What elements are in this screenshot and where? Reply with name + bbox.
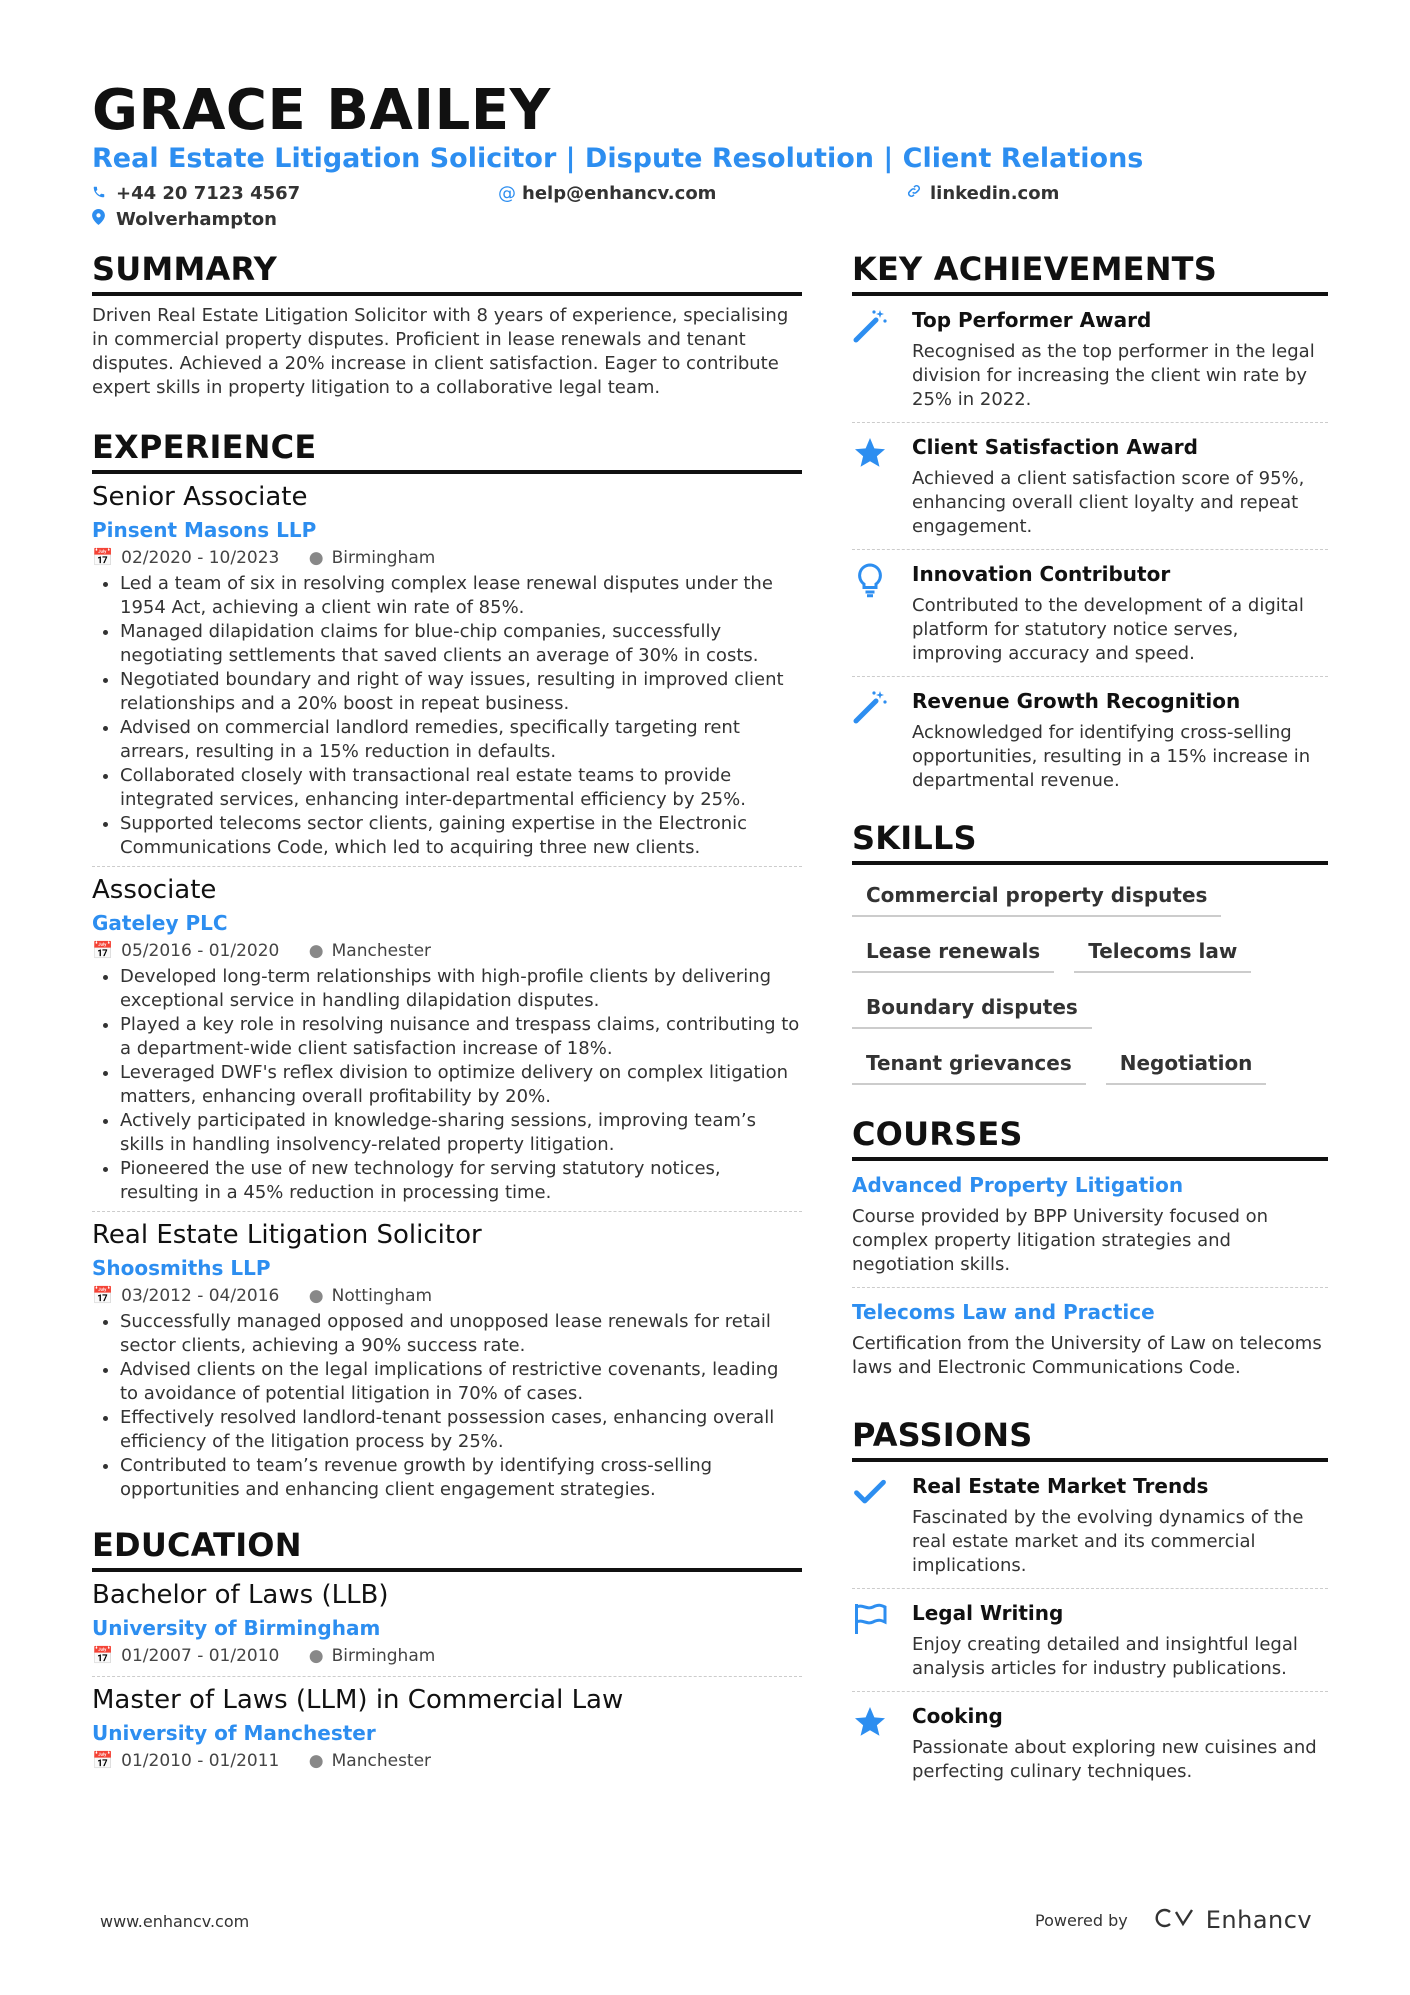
at-sign-icon: @ — [498, 183, 516, 204]
skill-tag: Lease renewals — [852, 935, 1054, 973]
course-desc: Course provided by BPP University focused on complex property litigation strategies and negotiation skills. — [852, 1206, 1269, 1275]
right-column — [852, 250, 1328, 1794]
education-heading: EDUCATION — [92, 1526, 802, 1572]
job-meta — [92, 548, 802, 568]
location-pin-icon: ● — [308, 941, 324, 961]
edu-meta — [92, 1646, 802, 1666]
experience-entry — [92, 482, 802, 867]
powered-by-text: Powered by — [1035, 1910, 1128, 1930]
education-section — [92, 1526, 802, 1781]
bullet-item: • Pioneered the use of new technology for serving statutory notices, resulting in a 45% reduction in processing time. — [120, 1157, 802, 1205]
calendar-icon: 📅 — [92, 548, 114, 568]
bullet-item: • Advised clients on the legal implications of restrictive covenants, leading to avoidance of potential litigation in 70% of cases. — [120, 1358, 802, 1406]
bullet-item: • Supported telecoms sector clients, gaining expertise in the Electronic Communications Code, which led to acquiring three new clients. — [120, 812, 802, 860]
job-role: Associate — [92, 875, 217, 905]
location-pin-icon: ● — [308, 1286, 324, 1306]
passion-title: Legal Writing — [912, 1601, 1064, 1625]
achievements-section — [852, 250, 1328, 803]
education-entry — [92, 1580, 802, 1677]
job-dates: 03/2012 - 04/2016 — [121, 1286, 280, 1306]
experience-heading: EXPERIENCE — [92, 428, 802, 474]
passions-section — [852, 1416, 1328, 1794]
summary-heading: SUMMARY — [92, 250, 802, 296]
star-icon — [852, 1704, 912, 1784]
job-company: Shoosmiths LLP — [92, 1256, 271, 1280]
bullet-item: • Contributed to team’s revenue growth by identifying cross-selling opportunities and enhancing client engagement strategies. — [120, 1454, 802, 1502]
skills-list — [852, 879, 1328, 1103]
edu-school: University of Manchester — [92, 1721, 376, 1745]
passion-title: Cooking — [912, 1704, 1003, 1728]
bullet-item: • Managed dilapidation claims for blue-chip companies, successfully negotiating settlements that saved clients an average of 30% in costs. — [120, 620, 802, 668]
phone-icon — [92, 183, 110, 204]
job-role: Senior Associate — [92, 482, 308, 512]
course-item — [852, 1288, 1328, 1390]
achievements-heading: KEY ACHIEVEMENTS — [852, 250, 1328, 296]
edu-degree: Bachelor of Laws (LLB) — [92, 1580, 389, 1610]
contact-email[interactable] — [498, 183, 716, 204]
courses-section — [852, 1115, 1328, 1390]
course-desc: Certification from the University of Law on telecoms laws and Electronic Communications Code. — [852, 1333, 1322, 1378]
left-column — [92, 250, 802, 1789]
contact-location — [92, 209, 277, 230]
edu-location: Manchester — [331, 1751, 432, 1771]
course-title: Advanced Property Litigation — [852, 1173, 1184, 1197]
lightbulb-icon — [852, 562, 912, 666]
passion-item — [852, 1692, 1328, 1794]
achievement-title: Client Satisfaction Award — [912, 435, 1198, 459]
magic-wand-icon — [852, 308, 912, 412]
bullet-item: • Actively participated in knowledge-sharing sessions, improving team’s skills in handling insolvency-related property litigation. — [120, 1109, 802, 1157]
calendar-icon: 📅 — [92, 1286, 114, 1306]
skill-tag: Telecoms law — [1074, 935, 1251, 973]
skill-tag: Commercial property disputes — [852, 879, 1221, 917]
achievement-item — [852, 677, 1328, 803]
job-bullets — [92, 965, 802, 1205]
achievement-desc: Contributed to the development of a digital platform for statutory notice serves, improving accuracy and speed. — [912, 595, 1304, 664]
calendar-icon: 📅 — [92, 1751, 114, 1771]
bullet-item: • Developed long-term relationships with high-profile clients by delivering exceptional service in handling dilapidation disputes. — [120, 965, 802, 1013]
website-text: linkedin.com — [930, 183, 1060, 204]
skill-tag: Boundary disputes — [852, 991, 1092, 1029]
edu-dates: 01/2010 - 01/2011 — [121, 1751, 280, 1771]
achievement-desc: Recognised as the top performer in the legal division for increasing the client win rate by 25% in 2022. — [912, 341, 1315, 410]
bullet-item: • Played a key role in resolving nuisance and trespass claims, contributing to a department-wide client satisfaction increase of 18%. — [120, 1013, 802, 1061]
location-pin-icon: ● — [308, 1751, 324, 1771]
achievement-title: Top Performer Award — [912, 308, 1152, 332]
passion-desc: Enjoy creating detailed and insightful legal analysis articles for industry publications. — [912, 1634, 1298, 1679]
calendar-icon: 📅 — [92, 1646, 114, 1666]
bullet-item: • Effectively resolved landlord-tenant possession cases, enhancing overall efficiency of the litigation process by 25%. — [120, 1406, 802, 1454]
link-icon — [906, 183, 924, 204]
bullet-item: • Collaborated closely with transactional real estate teams to provide integrated services, enhancing inter-departmental efficiency by 25%. — [120, 764, 802, 812]
achievement-item — [852, 550, 1328, 677]
skill-tag: Tenant grievances — [852, 1047, 1086, 1085]
passion-desc: Fascinated by the evolving dynamics of the real estate market and its commercial implications. — [912, 1507, 1304, 1576]
achievement-desc: Achieved a client satisfaction score of 95%, enhancing overall client loyalty and repeat engagement. — [912, 468, 1305, 537]
experience-section — [92, 428, 802, 1508]
summary-text: Driven Real Estate Litigation Solicitor with 8 years of experience, specialising in commercial property disputes. Proficient in lease renewals and tenant disputes. Achieved a 20% increase in client satisfaction. Eager to contribute expert skills in property litigation to a collaborative legal team. — [92, 305, 789, 398]
bullet-item: • Successfully managed opposed and unopposed lease renewals for retail sector clients, achieving a 90% success rate. — [120, 1310, 802, 1358]
course-title: Telecoms Law and Practice — [852, 1300, 1155, 1324]
job-dates: 02/2020 - 10/2023 — [121, 548, 280, 568]
job-role: Real Estate Litigation Solicitor — [92, 1220, 482, 1250]
passions-heading: PASSIONS — [852, 1416, 1328, 1462]
location-pin-icon: ● — [308, 1646, 324, 1666]
flag-icon — [852, 1601, 912, 1681]
achievement-title: Innovation Contributor — [912, 562, 1171, 586]
magic-wand-icon — [852, 689, 912, 793]
job-company: Gateley PLC — [92, 911, 228, 935]
education-entry — [92, 1685, 802, 1781]
skills-section — [852, 819, 1328, 1103]
course-item — [852, 1161, 1328, 1288]
job-dates: 05/2016 - 01/2020 — [121, 941, 280, 961]
edu-dates: 01/2007 - 01/2010 — [121, 1646, 280, 1666]
candidate-tagline: Real Estate Litigation Solicitor | Dispute Resolution | Client Relations — [92, 143, 1144, 174]
job-company: Pinsent Masons LLP — [92, 518, 317, 542]
experience-entry — [92, 875, 802, 1212]
job-location: Nottingham — [331, 1286, 433, 1306]
contact-website[interactable] — [906, 183, 1059, 204]
footer-branding — [1035, 1906, 1312, 1934]
achievement-item — [852, 423, 1328, 550]
achievement-item — [852, 296, 1328, 423]
bullet-item: • Leveraged DWF's reflex division to optimize delivery on complex litigation matters, enhancing overall profitability by 20%. — [120, 1061, 802, 1109]
bullet-item: • Led a team of six in resolving complex lease renewal disputes under the 1954 Act, achieving a client win rate of 85%. — [120, 572, 802, 620]
edu-degree: Master of Laws (LLM) in Commercial Law — [92, 1685, 624, 1715]
bullet-item: • Negotiated boundary and right of way issues, resulting in improved client relationships and a 20% boost in repeat business. — [120, 668, 802, 716]
email-text: help@enhancv.com — [522, 183, 717, 204]
bullet-item: • Advised on commercial landlord remedies, specifically targeting rent arrears, resulting in a 15% reduction in defaults. — [120, 716, 802, 764]
edu-location: Birmingham — [331, 1646, 436, 1666]
skills-heading: SKILLS — [852, 819, 1328, 865]
courses-heading: COURSES — [852, 1115, 1328, 1161]
achievement-title: Revenue Growth Recognition — [912, 689, 1241, 713]
edu-meta — [92, 1751, 802, 1771]
candidate-name: GRACE BAILEY — [92, 78, 551, 143]
summary-section — [92, 250, 802, 400]
job-meta — [92, 1286, 802, 1306]
passion-item — [852, 1462, 1328, 1589]
enhancv-logo-icon — [1150, 1906, 1196, 1934]
checkmark-icon — [852, 1474, 912, 1578]
experience-entry — [92, 1220, 802, 1508]
skill-tag: Negotiation — [1106, 1047, 1267, 1085]
passion-desc: Passionate about exploring new cuisines and perfecting culinary techniques. — [912, 1737, 1317, 1782]
location-pin-icon: ● — [308, 548, 324, 568]
location-pin-icon — [92, 209, 110, 230]
calendar-icon: 📅 — [92, 941, 114, 961]
passion-item — [852, 1589, 1328, 1692]
job-bullets — [92, 572, 802, 860]
job-meta — [92, 941, 802, 961]
job-location: Birmingham — [331, 548, 436, 568]
achievement-desc: Acknowledged for identifying cross-selling opportunities, resulting in a 15% increase in departmental revenue. — [912, 722, 1311, 791]
location-text: Wolverhampton — [116, 209, 277, 230]
brand-name: Enhancv — [1205, 1906, 1313, 1934]
star-icon — [852, 435, 912, 539]
job-bullets — [92, 1310, 802, 1502]
job-location: Manchester — [331, 941, 432, 961]
edu-school: University of Birmingham — [92, 1616, 381, 1640]
passion-title: Real Estate Market Trends — [912, 1474, 1209, 1498]
contact-phone[interactable] — [92, 183, 300, 204]
phone-text: +44 20 7123 4567 — [116, 183, 301, 204]
footer-website[interactable]: www.enhancv.com — [100, 1912, 250, 1931]
